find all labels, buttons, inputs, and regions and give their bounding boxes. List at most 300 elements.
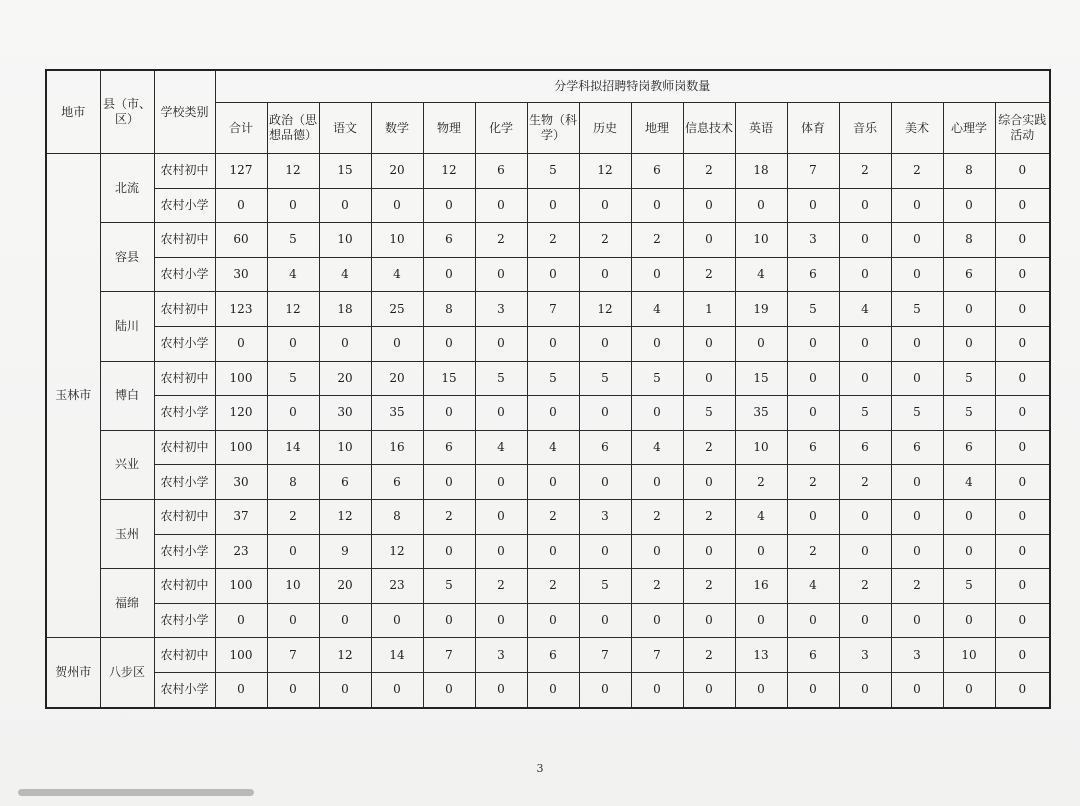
value-cell: 4 <box>839 292 891 327</box>
county-cell: 北流 <box>100 154 154 223</box>
value-cell: 4 <box>735 499 787 534</box>
value-cell: 4 <box>631 292 683 327</box>
value-cell: 30 <box>215 465 267 500</box>
value-cell: 12 <box>423 154 475 189</box>
value-cell: 3 <box>891 638 943 673</box>
table-row <box>46 361 1050 396</box>
value-cell: 0 <box>683 534 735 569</box>
value-cell: 35 <box>735 396 787 431</box>
value-cell: 8 <box>371 499 423 534</box>
value-cell: 15 <box>423 361 475 396</box>
value-cell: 0 <box>995 430 1050 465</box>
value-cell: 12 <box>579 154 631 189</box>
value-cell: 4 <box>943 465 995 500</box>
value-cell: 2 <box>423 499 475 534</box>
header-subject: 物理 <box>423 103 475 154</box>
header-subject: 美术 <box>891 103 943 154</box>
value-cell: 0 <box>631 326 683 361</box>
value-cell: 2 <box>631 499 683 534</box>
value-cell: 0 <box>787 672 839 707</box>
value-cell: 4 <box>527 430 579 465</box>
value-cell: 120 <box>215 396 267 431</box>
value-cell: 0 <box>423 396 475 431</box>
header-subject: 化学 <box>475 103 527 154</box>
value-cell: 0 <box>215 326 267 361</box>
value-cell: 6 <box>423 430 475 465</box>
value-cell: 0 <box>631 603 683 638</box>
value-cell: 0 <box>943 499 995 534</box>
value-cell: 2 <box>787 534 839 569</box>
value-cell: 0 <box>995 499 1050 534</box>
value-cell: 0 <box>943 603 995 638</box>
value-cell: 5 <box>527 154 579 189</box>
value-cell: 5 <box>527 361 579 396</box>
header-subject: 语文 <box>319 103 371 154</box>
value-cell: 0 <box>995 672 1050 707</box>
value-cell: 2 <box>631 569 683 604</box>
value-cell: 0 <box>319 603 371 638</box>
value-cell: 0 <box>683 223 735 258</box>
value-cell: 3 <box>475 292 527 327</box>
school-type-cell: 农村小学 <box>154 534 215 569</box>
school-type-cell: 农村小学 <box>154 326 215 361</box>
school-type-cell: 农村初中 <box>154 569 215 604</box>
table-row <box>46 188 1050 223</box>
value-cell: 8 <box>943 223 995 258</box>
county-cell: 陆川 <box>100 292 154 361</box>
value-cell: 2 <box>579 223 631 258</box>
value-cell: 6 <box>319 465 371 500</box>
value-cell: 6 <box>527 638 579 673</box>
value-cell: 0 <box>995 396 1050 431</box>
value-cell: 9 <box>319 534 371 569</box>
value-cell: 5 <box>475 361 527 396</box>
value-cell: 0 <box>423 257 475 292</box>
value-cell: 0 <box>787 396 839 431</box>
value-cell: 0 <box>319 188 371 223</box>
value-cell: 0 <box>995 223 1050 258</box>
value-cell: 0 <box>527 257 579 292</box>
value-cell: 12 <box>319 499 371 534</box>
value-cell: 0 <box>995 638 1050 673</box>
value-cell: 0 <box>787 188 839 223</box>
header-subject: 地理 <box>631 103 683 154</box>
value-cell: 0 <box>423 603 475 638</box>
value-cell: 5 <box>943 569 995 604</box>
value-cell: 0 <box>475 326 527 361</box>
value-cell: 0 <box>891 257 943 292</box>
value-cell: 6 <box>787 257 839 292</box>
value-cell: 6 <box>787 430 839 465</box>
value-cell: 0 <box>787 326 839 361</box>
header-subject: 生物（科学） <box>527 103 579 154</box>
value-cell: 4 <box>475 430 527 465</box>
school-type-cell: 农村初中 <box>154 223 215 258</box>
value-cell: 10 <box>319 223 371 258</box>
value-cell: 6 <box>787 638 839 673</box>
value-cell: 0 <box>891 188 943 223</box>
value-cell: 0 <box>995 603 1050 638</box>
value-cell: 12 <box>267 292 319 327</box>
value-cell: 0 <box>735 603 787 638</box>
value-cell: 7 <box>423 638 475 673</box>
value-cell: 0 <box>579 672 631 707</box>
value-cell: 20 <box>319 569 371 604</box>
header-subject: 信息技术 <box>683 103 735 154</box>
value-cell: 5 <box>891 396 943 431</box>
table-row <box>46 257 1050 292</box>
table-row <box>46 154 1050 189</box>
value-cell: 0 <box>891 603 943 638</box>
value-cell: 0 <box>683 361 735 396</box>
value-cell: 16 <box>735 569 787 604</box>
header-subject: 音乐 <box>839 103 891 154</box>
value-cell: 123 <box>215 292 267 327</box>
value-cell: 4 <box>787 569 839 604</box>
value-cell: 0 <box>839 499 891 534</box>
value-cell: 6 <box>631 154 683 189</box>
value-cell: 5 <box>267 361 319 396</box>
value-cell: 0 <box>215 672 267 707</box>
school-type-cell: 农村初中 <box>154 638 215 673</box>
value-cell: 5 <box>839 396 891 431</box>
value-cell: 0 <box>995 188 1050 223</box>
value-cell: 30 <box>215 257 267 292</box>
value-cell: 7 <box>787 154 839 189</box>
value-cell: 6 <box>943 257 995 292</box>
value-cell: 0 <box>943 188 995 223</box>
value-cell: 0 <box>475 188 527 223</box>
value-cell: 10 <box>371 223 423 258</box>
value-cell: 2 <box>683 499 735 534</box>
header-subject: 政治（思想品德） <box>267 103 319 154</box>
county-cell: 八步区 <box>100 638 154 708</box>
value-cell: 2 <box>683 154 735 189</box>
table-row <box>46 534 1050 569</box>
teacher-posts-table <box>45 69 1051 709</box>
value-cell: 0 <box>787 361 839 396</box>
table-row <box>46 603 1050 638</box>
value-cell: 0 <box>839 326 891 361</box>
school-type-cell: 农村初中 <box>154 292 215 327</box>
value-cell: 6 <box>891 430 943 465</box>
value-cell: 4 <box>319 257 371 292</box>
value-cell: 37 <box>215 499 267 534</box>
value-cell: 0 <box>475 603 527 638</box>
value-cell: 0 <box>787 603 839 638</box>
value-cell: 0 <box>735 188 787 223</box>
value-cell: 2 <box>735 465 787 500</box>
value-cell: 0 <box>683 326 735 361</box>
value-cell: 0 <box>995 361 1050 396</box>
value-cell: 0 <box>371 326 423 361</box>
value-cell: 2 <box>475 569 527 604</box>
value-cell: 0 <box>839 188 891 223</box>
value-cell: 0 <box>267 326 319 361</box>
value-cell: 2 <box>787 465 839 500</box>
value-cell: 0 <box>631 396 683 431</box>
value-cell: 0 <box>527 534 579 569</box>
value-cell: 0 <box>215 603 267 638</box>
value-cell: 0 <box>891 534 943 569</box>
value-cell: 0 <box>839 672 891 707</box>
county-cell: 博白 <box>100 361 154 430</box>
header-city: 地市 <box>46 70 100 154</box>
value-cell: 4 <box>371 257 423 292</box>
school-type-cell: 农村小学 <box>154 188 215 223</box>
value-cell: 5 <box>579 569 631 604</box>
header-subject: 数学 <box>371 103 423 154</box>
value-cell: 12 <box>579 292 631 327</box>
value-cell: 0 <box>631 534 683 569</box>
value-cell: 100 <box>215 430 267 465</box>
value-cell: 0 <box>891 361 943 396</box>
value-cell: 2 <box>527 499 579 534</box>
header-subject: 综合实践活动 <box>995 103 1050 154</box>
value-cell: 0 <box>683 188 735 223</box>
table-row <box>46 292 1050 327</box>
value-cell: 0 <box>527 465 579 500</box>
value-cell: 0 <box>267 396 319 431</box>
value-cell: 6 <box>475 154 527 189</box>
value-cell: 0 <box>579 396 631 431</box>
value-cell: 0 <box>319 326 371 361</box>
value-cell: 0 <box>371 672 423 707</box>
value-cell: 0 <box>839 361 891 396</box>
value-cell: 0 <box>267 534 319 569</box>
school-type-cell: 农村小学 <box>154 396 215 431</box>
value-cell: 30 <box>319 396 371 431</box>
value-cell: 0 <box>631 257 683 292</box>
horizontal-scrollbar[interactable] <box>18 789 254 796</box>
value-cell: 2 <box>683 257 735 292</box>
table-row <box>46 499 1050 534</box>
value-cell: 0 <box>943 292 995 327</box>
value-cell: 35 <box>371 396 423 431</box>
value-cell: 0 <box>267 603 319 638</box>
value-cell: 20 <box>319 361 371 396</box>
value-cell: 0 <box>735 326 787 361</box>
value-cell: 3 <box>839 638 891 673</box>
value-cell: 0 <box>735 672 787 707</box>
header-subject: 英语 <box>735 103 787 154</box>
value-cell: 0 <box>475 257 527 292</box>
value-cell: 23 <box>215 534 267 569</box>
school-type-cell: 农村小学 <box>154 257 215 292</box>
value-cell: 0 <box>475 499 527 534</box>
value-cell: 0 <box>631 465 683 500</box>
value-cell: 0 <box>527 396 579 431</box>
value-cell: 0 <box>943 534 995 569</box>
value-cell: 8 <box>943 154 995 189</box>
header-subject: 合计 <box>215 103 267 154</box>
value-cell: 5 <box>631 361 683 396</box>
value-cell: 20 <box>371 154 423 189</box>
table-row <box>46 326 1050 361</box>
value-cell: 0 <box>995 465 1050 500</box>
value-cell: 4 <box>631 430 683 465</box>
value-cell: 12 <box>319 638 371 673</box>
value-cell: 15 <box>319 154 371 189</box>
header-subject: 体育 <box>787 103 839 154</box>
value-cell: 5 <box>683 396 735 431</box>
value-cell: 5 <box>891 292 943 327</box>
school-type-cell: 农村初中 <box>154 154 215 189</box>
value-cell: 0 <box>475 465 527 500</box>
value-cell: 6 <box>579 430 631 465</box>
value-cell: 2 <box>631 223 683 258</box>
value-cell: 0 <box>839 534 891 569</box>
value-cell: 100 <box>215 569 267 604</box>
value-cell: 15 <box>735 361 787 396</box>
school-type-cell: 农村小学 <box>154 603 215 638</box>
value-cell: 20 <box>371 361 423 396</box>
value-cell: 2 <box>891 154 943 189</box>
value-cell: 0 <box>267 672 319 707</box>
value-cell: 2 <box>839 154 891 189</box>
value-cell: 0 <box>631 188 683 223</box>
value-cell: 10 <box>319 430 371 465</box>
value-cell: 6 <box>371 465 423 500</box>
value-cell: 5 <box>787 292 839 327</box>
value-cell: 8 <box>423 292 475 327</box>
value-cell: 12 <box>267 154 319 189</box>
header-subject: 心理学 <box>943 103 995 154</box>
value-cell: 7 <box>631 638 683 673</box>
value-cell: 7 <box>579 638 631 673</box>
county-cell: 玉州 <box>100 499 154 568</box>
value-cell: 0 <box>839 223 891 258</box>
value-cell: 3 <box>787 223 839 258</box>
value-cell: 100 <box>215 638 267 673</box>
value-cell: 0 <box>423 326 475 361</box>
school-type-cell: 农村小学 <box>154 465 215 500</box>
value-cell: 0 <box>423 188 475 223</box>
school-type-cell: 农村小学 <box>154 672 215 707</box>
value-cell: 10 <box>267 569 319 604</box>
value-cell: 0 <box>423 672 475 707</box>
value-cell: 2 <box>475 223 527 258</box>
value-cell: 4 <box>267 257 319 292</box>
table-row <box>46 396 1050 431</box>
value-cell: 0 <box>631 672 683 707</box>
value-cell: 0 <box>579 188 631 223</box>
value-cell: 2 <box>839 569 891 604</box>
table-row <box>46 465 1050 500</box>
value-cell: 0 <box>475 534 527 569</box>
value-cell: 2 <box>267 499 319 534</box>
value-cell: 0 <box>527 188 579 223</box>
value-cell: 0 <box>995 154 1050 189</box>
value-cell: 0 <box>891 326 943 361</box>
value-cell: 0 <box>527 672 579 707</box>
value-cell: 2 <box>683 569 735 604</box>
value-cell: 2 <box>683 430 735 465</box>
value-cell: 2 <box>683 638 735 673</box>
value-cell: 18 <box>319 292 371 327</box>
value-cell: 5 <box>579 361 631 396</box>
value-cell: 25 <box>371 292 423 327</box>
table-row <box>46 672 1050 707</box>
header-group-title: 分学科拟招聘特岗教师岗数量 <box>215 70 1050 103</box>
value-cell: 0 <box>319 672 371 707</box>
value-cell: 7 <box>267 638 319 673</box>
value-cell: 0 <box>891 465 943 500</box>
value-cell: 0 <box>527 603 579 638</box>
school-type-cell: 农村初中 <box>154 430 215 465</box>
value-cell: 18 <box>735 154 787 189</box>
value-cell: 0 <box>735 534 787 569</box>
value-cell: 1 <box>683 292 735 327</box>
value-cell: 16 <box>371 430 423 465</box>
value-cell: 0 <box>995 257 1050 292</box>
value-cell: 0 <box>579 257 631 292</box>
value-cell: 2 <box>839 465 891 500</box>
value-cell: 0 <box>579 603 631 638</box>
table-row <box>46 223 1050 258</box>
value-cell: 127 <box>215 154 267 189</box>
value-cell: 0 <box>527 326 579 361</box>
value-cell: 3 <box>579 499 631 534</box>
value-cell: 0 <box>475 672 527 707</box>
county-cell: 兴业 <box>100 430 154 499</box>
value-cell: 0 <box>423 465 475 500</box>
table-row <box>46 569 1050 604</box>
value-cell: 14 <box>267 430 319 465</box>
header-subject: 历史 <box>579 103 631 154</box>
value-cell: 4 <box>735 257 787 292</box>
value-cell: 5 <box>943 361 995 396</box>
header-school-type: 学校类别 <box>154 70 215 154</box>
value-cell: 13 <box>735 638 787 673</box>
value-cell: 0 <box>787 499 839 534</box>
value-cell: 7 <box>527 292 579 327</box>
city-cell: 贺州市 <box>46 638 100 708</box>
value-cell: 0 <box>839 603 891 638</box>
city-cell: 玉林市 <box>46 154 100 638</box>
value-cell: 0 <box>371 188 423 223</box>
value-cell: 0 <box>995 326 1050 361</box>
value-cell: 100 <box>215 361 267 396</box>
value-cell: 8 <box>267 465 319 500</box>
value-cell: 0 <box>943 672 995 707</box>
value-cell: 0 <box>683 465 735 500</box>
value-cell: 3 <box>475 638 527 673</box>
value-cell: 0 <box>891 672 943 707</box>
value-cell: 0 <box>423 534 475 569</box>
value-cell: 6 <box>839 430 891 465</box>
value-cell: 19 <box>735 292 787 327</box>
value-cell: 0 <box>683 603 735 638</box>
value-cell: 0 <box>995 569 1050 604</box>
value-cell: 0 <box>579 326 631 361</box>
value-cell: 0 <box>579 534 631 569</box>
value-cell: 0 <box>683 672 735 707</box>
school-type-cell: 农村初中 <box>154 361 215 396</box>
value-cell: 0 <box>891 223 943 258</box>
value-cell: 2 <box>527 223 579 258</box>
page-number: 3 <box>536 762 544 775</box>
value-cell: 0 <box>995 534 1050 569</box>
value-cell: 5 <box>267 223 319 258</box>
value-cell: 0 <box>579 465 631 500</box>
value-cell: 0 <box>475 396 527 431</box>
county-cell: 福绵 <box>100 569 154 638</box>
value-cell: 12 <box>371 534 423 569</box>
value-cell: 23 <box>371 569 423 604</box>
value-cell: 5 <box>423 569 475 604</box>
value-cell: 6 <box>943 430 995 465</box>
